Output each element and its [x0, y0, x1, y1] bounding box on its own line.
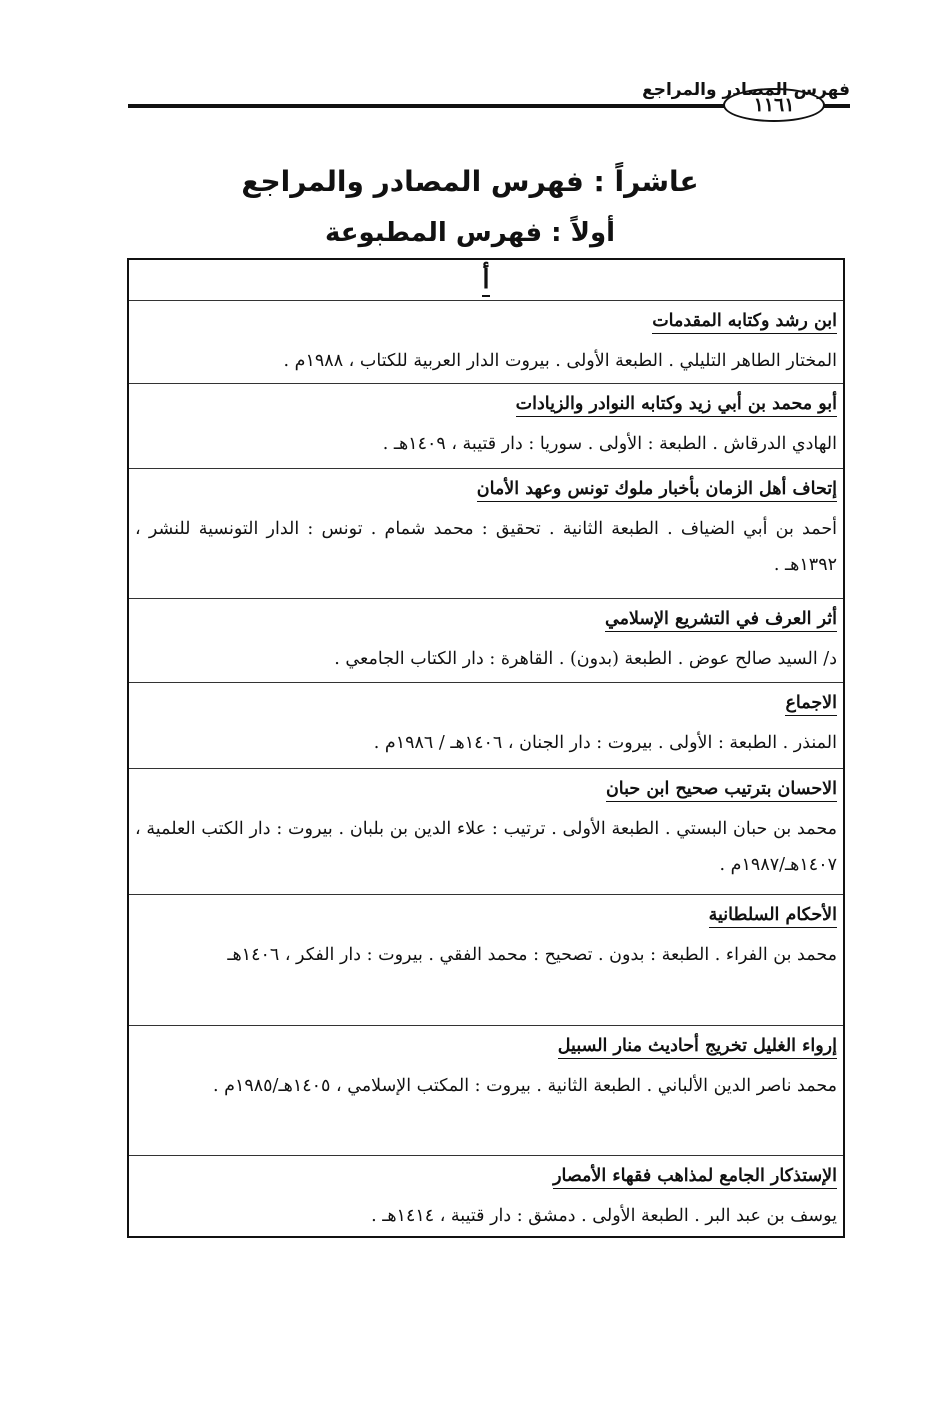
- index-entry: [129, 300, 843, 383]
- running-header: [128, 80, 850, 120]
- entry-body: محمد بن حبان البستي . الطبعة الأولى . ترتيب : علاء الدين بن بلبان . بيروت : دار الكتب العلمية ، ١٤٠٧هـ/١٩٨٧م .: [135, 819, 837, 875]
- index-entry: [129, 598, 843, 682]
- entry-body: محمد ناصر الدين الألباني . الطبعة الثانية . بيروت : المكتب الإسلامي ، ١٤٠٥هـ/١٩٨٥م .: [212, 1076, 837, 1096]
- entry-body: المختار الطاهر التليلي . الطبعة الأولى . بيروت الدار العربية للكتاب ، ١٩٨٨م .: [283, 351, 837, 371]
- index-entry: [129, 1155, 843, 1236]
- entry-title: أبو محمد بن أبي زيد وكتابه النوادر والزيادات: [135, 390, 837, 418]
- index-entry: [129, 768, 843, 894]
- entry-title: أثر العرف في التشريع الإسلامي: [135, 605, 837, 633]
- section-letter: أ: [482, 265, 490, 295]
- entry-title: ابن رشد وكتابه المقدمات: [135, 307, 837, 335]
- entry-body: د/ السيد صالح عوض . الطبعة (بدون) . القاهرة : دار الكتاب الجامعي .: [334, 649, 837, 669]
- entry-title: إتحاف أهل الزمان بأخبار ملوك تونس وعهد الأمان: [135, 475, 837, 503]
- index-entry: [129, 894, 843, 1025]
- index-box: [127, 258, 845, 1238]
- entry-title: إرواء الغليل تخريج أحاديث منار السبيل: [135, 1032, 837, 1060]
- entry-title: الاحسان بترتيب صحيح ابن حبان: [135, 775, 837, 803]
- entry-body: محمد بن الفراء . الطبعة : بدون . تصحيح : محمد الفقي . بيروت : دار الفكر ، ١٤٠٦هـ: [227, 945, 837, 965]
- page-number: ١١٦١: [723, 88, 825, 122]
- index-entry: [129, 682, 843, 768]
- entry-body: أحمد بن أبي الضياف . الطبعة الثانية . تحقيق : محمد شمام . تونس : الدار التونسية للنشر ، ١٣٩٢هـ .: [135, 519, 837, 575]
- entry-title: الإستذكار الجامع لمذاهب فقهاء الأمصار: [135, 1162, 837, 1190]
- entry-body: الهادي الدرقاش . الطبعة : الأولى . سوريا : دار قتيبة ، ١٤٠٩هـ .: [382, 434, 837, 454]
- entry-title: الاجماع: [135, 689, 837, 717]
- index-entry: [129, 468, 843, 598]
- sub-heading: أولاً : فهرس المطبوعة: [324, 218, 616, 248]
- entry-body: يوسف بن عبد البر . الطبعة الأولى . دمشق : دار قتيبة ، ١٤١٤هـ .: [371, 1206, 837, 1226]
- index-entry: [129, 383, 843, 468]
- entry-body: المنذر . الطبعة : الأولى . بيروت : دار الجنان ، ١٤٠٦هـ / ١٩٨٦م .: [373, 733, 837, 753]
- section-letter-row: [129, 260, 843, 300]
- index-entry: [129, 1025, 843, 1155]
- main-heading: عاشراً : فهرس المصادر والمراجع: [241, 165, 699, 198]
- running-title: فهرس المصادر والمراجع: [642, 80, 850, 100]
- entry-title: الأحكام السلطانية: [135, 901, 837, 929]
